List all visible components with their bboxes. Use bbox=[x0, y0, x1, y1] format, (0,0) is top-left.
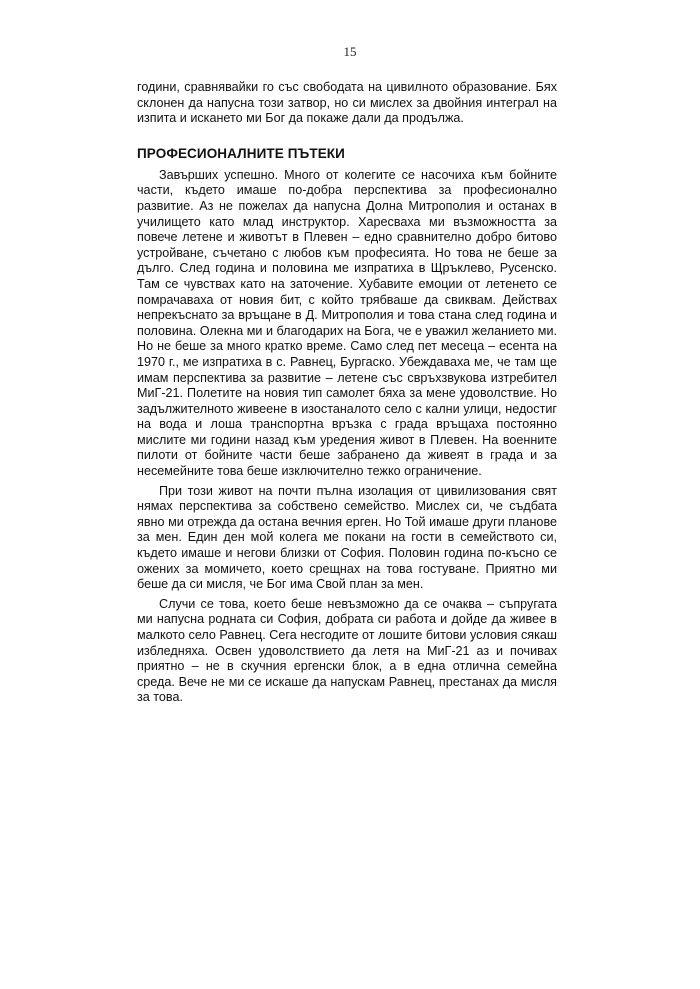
page-number: 15 bbox=[343, 44, 357, 59]
section-heading: ПРОФЕСИОНАЛНИТЕ ПЪТЕКИ bbox=[137, 145, 345, 161]
body-paragraph-2: При този живот на почти пълна изолация от цивилизования свят нямах перспектива за собствено семейство. Мислех си, че съдбата явно ми отрежда да остана вечния ерген. Но Той имаше други планове за мен. Един ден мой колега ме покани на гости в семейството си, където имаше и негови близки от София. Половин година по-късно се ожених за момичето, което срещнах на това гостуване. Приятно ми беше да си мисля, че Бог има Свой план за мен. bbox=[137, 483, 557, 592]
body-paragraph-3: Случи се това, което беше невъзможно да се очаква – съпругата ми напусна родната си София, добрата си работа и дойде да живее в малкото село Равнец. Сега несгодите от лошите битови условия сякаш избледняха. Освен удоволствието да летя на МиГ-21 аз и почивах приятно – не в скучния ергенски блок, а в една отлична семейна среда. Вече не ми се искаше да напускам Равнец, престанах да мисля за това. bbox=[137, 596, 557, 705]
body-paragraph-1: Завърших успешно. Много от колегите се насочиха към бойните части, където имаше по-добра перспектива за професионално развитие. Аз не пожелах да напусна Долна Митрополия и останах в училището като млад инструктор. Харесваха ми възможността за повече летене и животът в Плевен – едно сравнително добро битово устройване, съчетано с любов към професията. Но това не беше за дълго. След година и половина ме изпратиха в Щръклево, Русенско. Там се чувствах като на заточение. Хубавите емоции от летенето се помрачаваха от новия бит, с който трябваше да свиквам. Действах непрекъснато за връщане в Д. Митрополия и това стана след година и половина. Олекна ми и благодарих на Бога, че е уважил желанието ми. Но не беше за много кратко време. Само след пет месеца – есента на 1970 г., ме изпратиха в с. Равнец, Бургаско. Убеждаваха ме, че там ще имам перспектива за развитие – летене със свръхзвукова изтребител МиГ-21. Полетите на новия тип самолет бяха за мене удоволствие. Но задължителното живеене в изостаналото село с кални улици, недостиг на вода и лоша транспортна връзка с града връщаха постоянно мислите ми години назад към уредения живот в Плевен. На военните пилоти от бойните части беше забранено да живеят в града и за несемейните това беше изключително тежко ограничение. bbox=[137, 167, 557, 479]
document-body bbox=[137, 80, 557, 706]
opening-paragraph: години, сравнявайки го със свободата на цивилното образование. Бях склонен да напусна този затвор, но си мислех за двойния интеграл на изпита и искането ми Бог да покаже дали да продължа. bbox=[137, 80, 557, 126]
